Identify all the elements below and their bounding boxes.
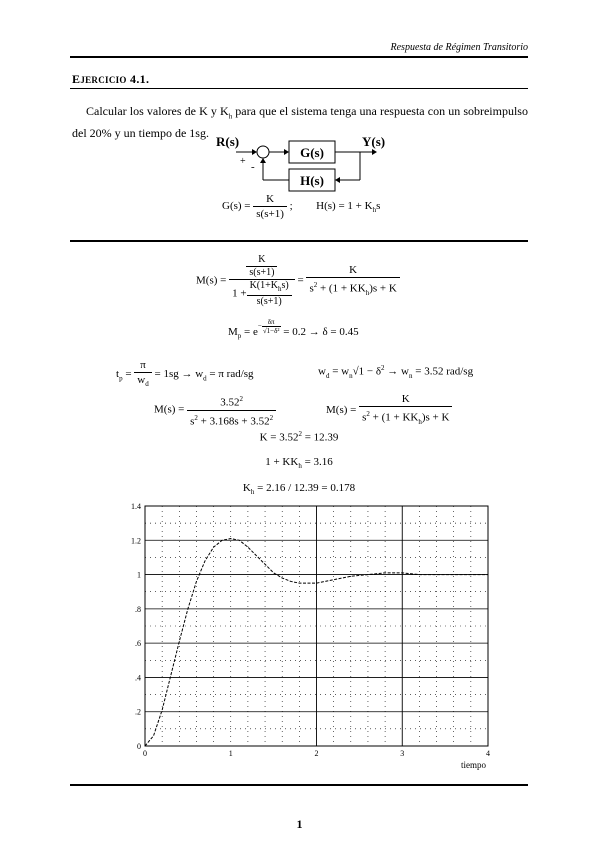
closed-loop-equation: M(s) = $\frac{K}{s(s+1)}$ 1 + $\frac{K(1+K_hs)}{s(s+1)}$ = $\frac{K}{s^2 + (1 + KK_h)s + K}$ — [196, 254, 400, 308]
y-tick-label: .4 — [135, 673, 141, 683]
title-underline — [70, 88, 528, 89]
peak-time-equation: $t_p$ = $\frac{\pi}{w_d}$ = $1sg \to w_d = \pi$ rad/sg — [116, 359, 254, 389]
k-value: $K = 3.52^2 = 12.39$ — [259, 430, 339, 444]
y-tick-label: 1 — [137, 570, 141, 580]
summing-junction — [257, 146, 269, 158]
x-tick-label: 1 — [228, 749, 233, 758]
footer-rule — [70, 784, 528, 786]
y-tick-label: 0 — [137, 742, 141, 751]
step-response-chart — [110, 498, 500, 776]
running-header: Respuesta de Régimen Transitorio — [390, 42, 528, 53]
section-rule — [70, 240, 528, 242]
overshoot-equation: $M_p = e-$ $\frac{\delta\pi}{\text{√1−δ²}}$ = 0.2 → δ = 0.45 — [228, 318, 359, 341]
x-tick-label: 3 — [400, 749, 405, 758]
kh-value: $K_h = 2.16 / 12.39 = 0.178$ — [242, 482, 356, 497]
general-transfer-function: M(s) = $\frac{K}{s^2 + (1 + KK_h)s + K}$ — [326, 392, 452, 429]
minus-sign: - — [251, 161, 255, 173]
x-tick-label: 4 — [486, 749, 490, 758]
transfer-functions: G(s) = $\frac{K}{s(s+1)}$ ; $H(s) = 1 + K_hs$ — [222, 193, 381, 220]
plus-sign: + — [240, 156, 246, 167]
damped-frequency-equation: $w_d = w_n√1 - \delta^2 \to w_n = 3.52$ rad/sg — [318, 364, 474, 380]
forward-block-label: G(s) — [300, 145, 324, 160]
exercise-title: EJERCICIO 4.1. — [72, 72, 150, 86]
y-tick-label: 1.4 — [131, 502, 141, 511]
kkh-value: $1 + KK_h = 3.16$ — [265, 456, 333, 471]
x-tick-label: 2 — [314, 749, 319, 758]
problem-statement: Calcular los valores de K y $K_h$ para que el sistema tenga una respuesta con un sobreimpulso del 20% y un tiempo de 1sg. — [72, 104, 528, 141]
page-number: 1 — [296, 817, 303, 831]
input-label: R(s) — [216, 134, 240, 149]
output-label: Y(s) — [362, 134, 386, 149]
x-tick-label: 0 — [143, 749, 147, 758]
y-tick-label: .6 — [135, 639, 141, 649]
y-tick-label: .2 — [135, 707, 141, 717]
x-axis-label: tiempo — [461, 760, 486, 770]
block-diagram — [200, 132, 410, 194]
numeric-transfer-function: M(s) = $\frac{3.52^2}{s^2 + 3.168s + 3.52^2}$ — [154, 392, 276, 428]
y-tick-label: .8 — [135, 604, 141, 614]
y-tick-label: 1.2 — [131, 536, 141, 546]
header-rule — [70, 56, 528, 58]
feedback-block-label: H(s) — [300, 173, 324, 188]
